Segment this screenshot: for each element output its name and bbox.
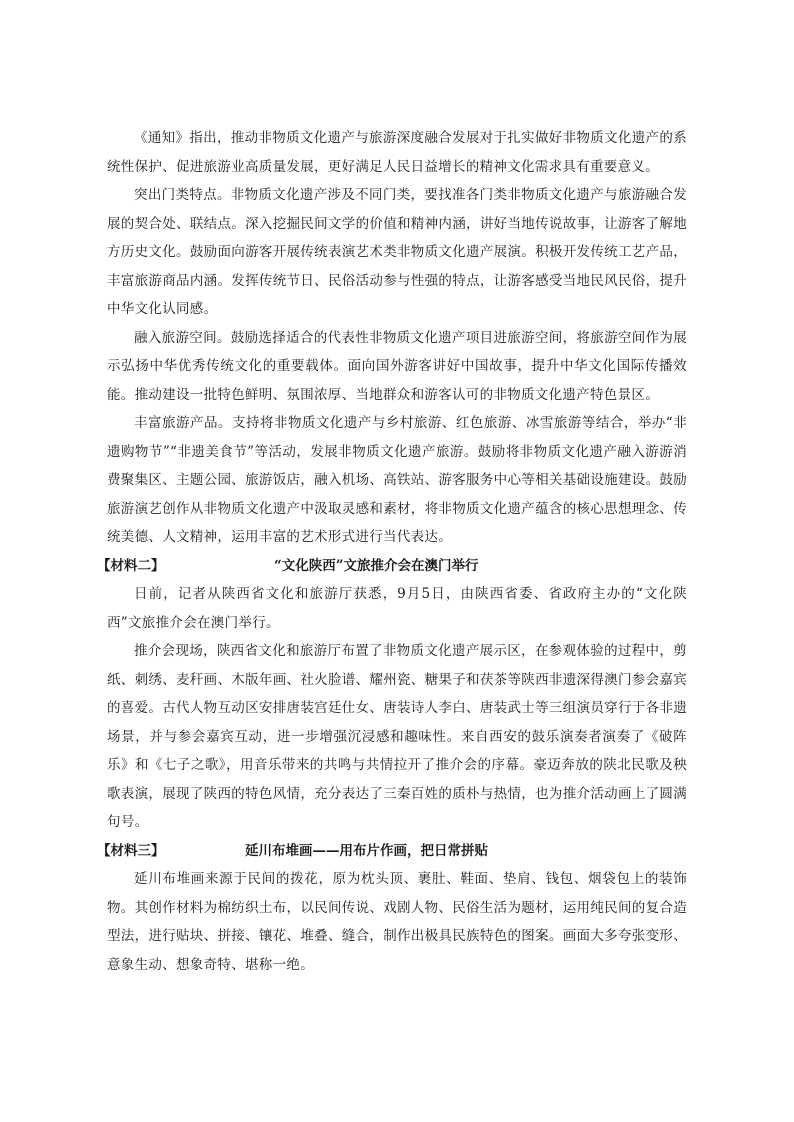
material-2-heading: [97, 552, 687, 581]
material-3-label: 【材料三】: [97, 842, 165, 859]
paragraph-space: 融入旅游空间。鼓励选择适合的代表性非物质文化遗产项目进旅游空间，将旅游空间作为展示弘扬中华优秀传统文化的重要载体。面向国外游客讲好中国故事，提升中华文化国际传播效能。推动建设一批特色鲜明、氛围浓厚、当地群众和游客认可的非物质文化遗产特色景区。: [107, 329, 687, 403]
material-2-title: “文化陕西”文旅推介会在澳门举行: [274, 557, 479, 574]
material-2-label: 【材料二】: [97, 557, 165, 574]
paragraph-products: 丰富旅游产品。支持将非物质文化遗产与乡村旅游、红色旅游、冰雪旅游等结合，举办“非遗购物节”“非遗美食节”等活动，发展非物质文化遗产旅游。鼓励将非物质文化遗产融入游游消费聚集区、主题公园、旅游饭店，融入机场、高铁站、游客服务中心等相关基础设施建设。鼓励旅游演艺创作从非物质文化遗产中汲取灵感和素材，将非物质文化遗产蕴含的核心思想理念、传统美德、人文精神，运用丰富的艺术形式进行当代表达。: [107, 415, 687, 545]
material-2-paragraph: 日前，记者从陕西省文化和旅游厅获悉，9月5日，由陕西省委、省政府主办的“文化陕西”文旅推介会在澳门举行。: [107, 586, 687, 631]
material-3-title: 延川布堆画——用布片作画，把日常拼贴: [245, 842, 488, 859]
material-2-paragraph: 推介会现场，陕西省文化和旅游厅布置了非物质文化遗产展示区，在参观体验的过程中，剪纸、刺绣、麦秆画、木版年画、社火脸谱、耀州瓷、糖果子和茯茶等陕西非遗深得澳门参会嘉宾的喜爱。古代人物互动区安排唐装宫廷仕女、唐装诗人李白、唐装武士等三组演员穿行于各非遗场景，并与参会嘉宾互动，进一步增强沉浸感和趣味性。来自西安的鼓乐演奏者演奏了《破阵乐》和《七子之歌》，用音乐带来的共鸣与共情拉开了推介会的序幕。豪迈奔放的陕北民歌及秧歌表演，展现了陕西的特色风情，充分表达了三秦百姓的质朴与热情，也为推介活动画上了圆满句号。: [107, 643, 687, 830]
paragraph-category: 突出门类特点。非物质文化遗产涉及不同门类，要找准各门类非物质文化遗产与旅游融合发展的契合处、联结点。深入挖掘民间文学的价值和精神内涵，讲好当地传说故事，让游客了解地方历史文化。鼓励面向游客开展传统表演艺术类非物质文化遗产展演。积极开发传统工艺产品，丰富旅游商品内涵。发挥传统节日、民俗活动参与性强的特点，让游客感受当地民风民俗，提升中华文化认同感。: [107, 187, 687, 317]
document-body: [97, 124, 687, 979]
material-3-paragraph: 延川布堆画来源于民间的拨花，原为枕头顶、裹肚、鞋面、垫肩、钱包、烟袋包上的装饰物。其创作材料为棉纺织土布，以民间传说、戏剧人物、民俗生活为题材，运用纯民间的复合造型法，进行贴块、拼接、镶花、堆叠、缝合，制作出极具民族特色的图案。画面大多夸张变形、意象生动、想象奇特、堪称一绝。: [107, 871, 687, 973]
paragraph-notice: 《通知》指出，推动非物质文化遗产与旅游深度融合发展对于扎实做好非物质文化遗产的系统性保护、促进旅游业高质量发展，更好满足人民日益增长的精神文化需求具有重要意义。: [107, 130, 687, 175]
material-3-heading: [97, 837, 687, 866]
